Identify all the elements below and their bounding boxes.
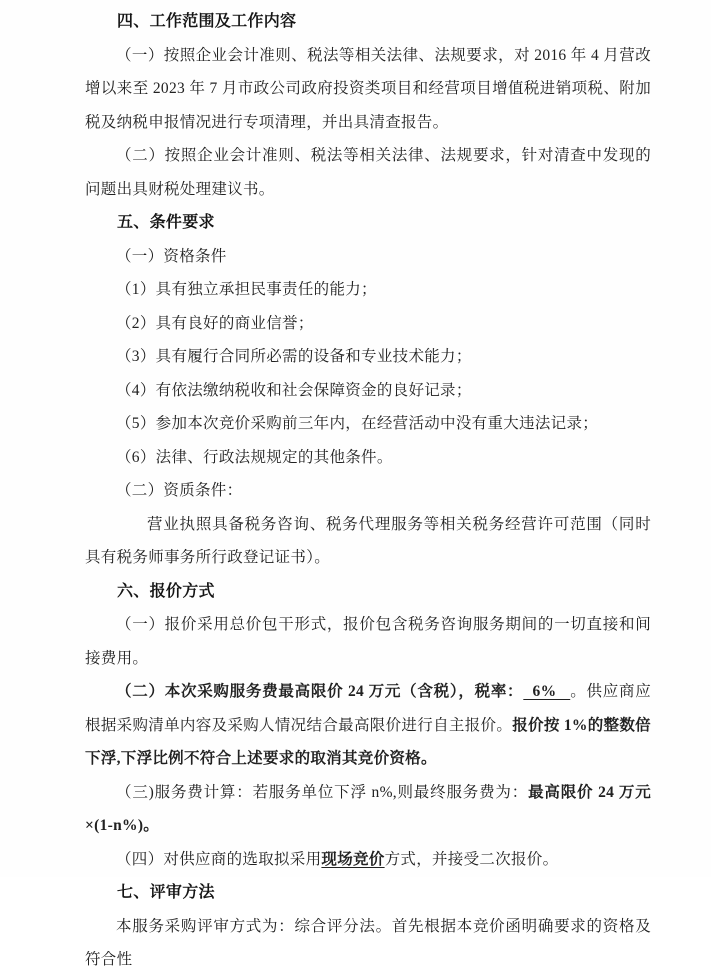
text-run: （四）对供应商的选取拟采用 [116, 850, 322, 868]
section-heading-work-scope: 四、工作范围及工作内容 [117, 13, 297, 30]
list-item: （1）具有独立承担民事责任的能力； [116, 281, 377, 298]
paragraph-price-limit [85, 675, 651, 776]
onsite-bidding-term: 现场竞价 [321, 850, 385, 868]
paragraph: （一）资格条件 [116, 247, 227, 265]
text-run: 方式，并接受二次报价。 [384, 850, 559, 868]
section-heading-conditions: 五、条件要求 [117, 214, 215, 231]
document-body [85, 5, 651, 977]
paragraph: （一）报价采用总价包干形式，报价包含税务咨询服务期间的一切直接和间接费用。 [85, 616, 651, 667]
paragraph: （二）资质条件： [116, 482, 243, 499]
list-item: （3）具有履行合同所必需的设备和专业技术能力； [116, 348, 472, 365]
text-run-bold: 最高限价 24 万元×(1-n%)。 [85, 783, 651, 834]
list-item: （2）具有良好的商业信誉； [116, 314, 314, 332]
paragraph-selection-method [85, 843, 651, 877]
paragraph-fee-calculation [85, 776, 651, 843]
qualification-paragraph: 营业执照具备税务咨询、税务代理服务等相关税务经营许可范围（同时具有税务师事务所行政登记证书）。 [85, 515, 651, 566]
text-run: 。供应商应根据采购清单内容及采购人情况结合最高限价进行自主报价。 [85, 683, 651, 734]
list-item: （5）参加本次竞价采购前三年内，在经营活动中没有重大违法记录； [116, 415, 599, 432]
text-run: （三)服务费计算：若服务单位下浮 n%,则最终服务费为： [116, 783, 529, 801]
list-item: （6）法律、行政法规规定的其他条件。 [116, 448, 393, 466]
paragraph: 本服务采购评审方式为：综合评分法。首先根据本竞价函明确要求的资格及符合性 [85, 917, 651, 968]
tax-rate-value: 6% [523, 683, 571, 700]
list-item: （4）有依法缴纳税收和社会保障资金的良好记录； [116, 381, 472, 399]
text-run-bold: （二）本次采购服务费最高限价 24 万元（含税），税率： [116, 683, 524, 700]
paragraph: （一）按照企业会计准则、税法等相关法律、法规要求，对 2016 年 4 月营改增以来至 2023 年 7 月市政公司政府投资类项目和经营项目增值税进销项税、附加税及纳税申报情况进行专项清理，并出具清查报告。 [85, 46, 651, 131]
text-run-bold: 报价按 1%的整数倍下浮,下浮比例不符合上述要求的取消其竞价资格。 [85, 716, 651, 767]
section-heading-quotation: 六、报价方式 [117, 582, 215, 600]
section-heading-evaluation: 七、评审方法 [117, 884, 215, 901]
paragraph: （二）按照企业会计准则、税法等相关法律、法规要求，针对清查中发现的问题出具财税处理建议书。 [85, 147, 651, 198]
